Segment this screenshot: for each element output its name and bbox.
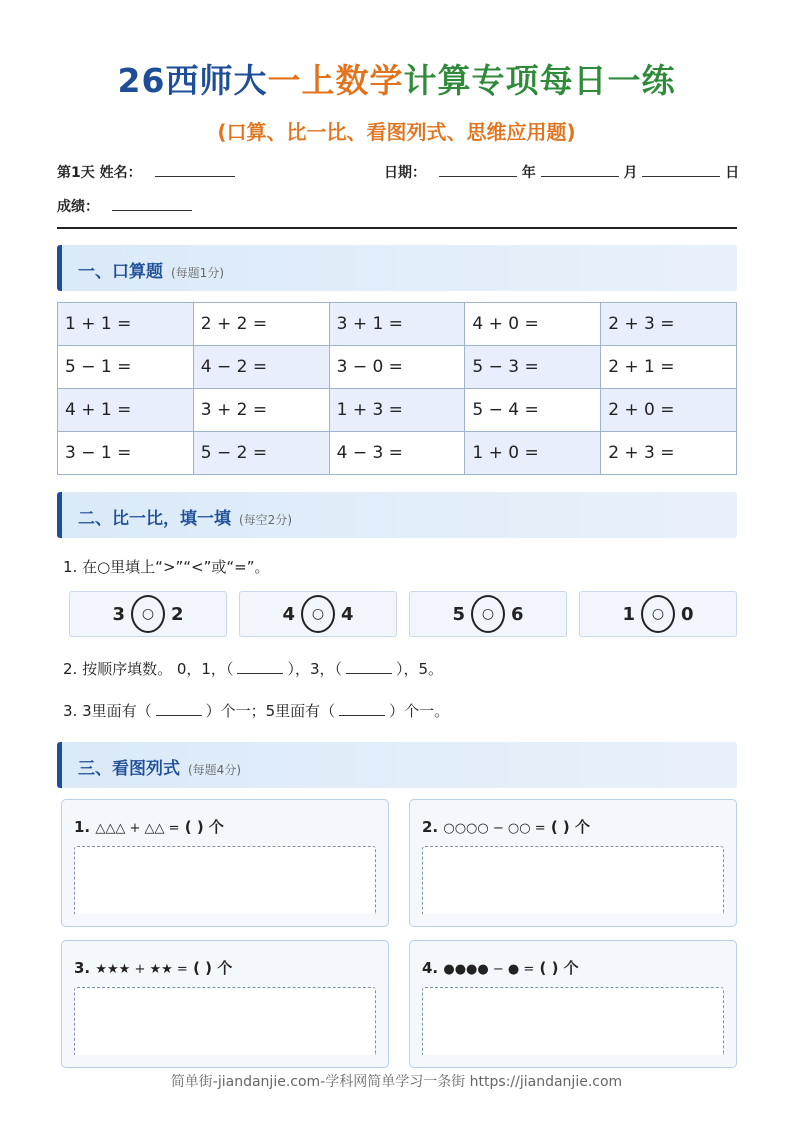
answer-box[interactable] <box>422 987 724 1055</box>
page-subtitle: (口算、比一比、看图列式、思维应用题) <box>217 120 576 144</box>
question-2-text-b: ），3，（ <box>287 660 342 678</box>
compare-circle[interactable]: ○ <box>301 595 335 633</box>
picture-card-title <box>422 957 579 978</box>
month-field[interactable] <box>541 163 619 177</box>
card-symbols: ●●●● − ● = <box>443 962 535 977</box>
day-name-label: 第1天 姓名： <box>57 165 142 181</box>
compare-box <box>409 591 567 637</box>
section-oral-header <box>57 245 737 291</box>
fill-blank[interactable] <box>346 662 392 674</box>
calc-cell[interactable]: 1 + 3 = <box>329 389 465 432</box>
calc-cell[interactable]: 4 − 2 = <box>193 346 329 389</box>
calc-cell[interactable]: 2 + 1 = <box>601 346 737 389</box>
calc-cell[interactable]: 1 + 0 = <box>465 432 601 475</box>
calc-cell[interactable]: 2 + 3 = <box>601 303 737 346</box>
fill-blank[interactable] <box>237 662 283 674</box>
calc-cell[interactable]: 2 + 3 = <box>601 432 737 475</box>
answer-box[interactable] <box>74 846 376 914</box>
calc-cell[interactable]: 3 − 1 = <box>58 432 194 475</box>
question-1: 1. 在○里填上“>”“<”或“=”。 <box>63 558 270 576</box>
picture-card <box>409 799 737 927</box>
picture-card <box>409 940 737 1068</box>
calc-cell[interactable]: 4 + 0 = <box>465 303 601 346</box>
section-compare-note: (每空2分) <box>239 513 292 527</box>
question-3-text-b: ）个一；5里面有（ <box>205 702 336 720</box>
calc-cell[interactable]: 1 + 1 = <box>58 303 194 346</box>
calc-cell[interactable]: 4 − 3 = <box>329 432 465 475</box>
card-symbols: △△△ + △△ = <box>95 821 180 836</box>
card-tail: ( ) 个 <box>550 818 591 836</box>
name-field[interactable] <box>155 163 235 177</box>
calc-cell[interactable]: 5 − 4 = <box>465 389 601 432</box>
card-symbols: ○○○○ − ○○ = <box>443 821 546 836</box>
answer-box[interactable] <box>74 987 376 1055</box>
calc-cell[interactable]: 2 + 2 = <box>193 303 329 346</box>
table-row <box>58 389 737 432</box>
compare-right: 0 <box>681 603 694 625</box>
calc-cell[interactable]: 5 − 2 = <box>193 432 329 475</box>
date-row <box>384 162 739 182</box>
year-field[interactable] <box>439 163 517 177</box>
question-3 <box>63 700 449 721</box>
footer-watermark: 简单街-jiandanjie.com-学科网简单学习一条街 https://jiandanjie.com <box>170 1074 623 1090</box>
compare-right: 4 <box>341 603 354 625</box>
calc-cell[interactable]: 4 + 1 = <box>58 389 194 432</box>
picture-card-title <box>422 816 590 837</box>
compare-circle[interactable]: ○ <box>131 595 165 633</box>
compare-left: 5 <box>452 603 465 625</box>
answer-box[interactable] <box>422 846 724 914</box>
compare-left: 3 <box>112 603 125 625</box>
calc-cell[interactable]: 3 + 2 = <box>193 389 329 432</box>
compare-right: 2 <box>171 603 184 625</box>
table-row <box>58 303 737 346</box>
date-label: 日期： <box>384 165 426 181</box>
compare-left: 4 <box>282 603 295 625</box>
month-label: 月 <box>623 165 638 181</box>
question-3-text-a: 3. 3里面有（ <box>63 702 152 720</box>
day-label: 日 <box>725 165 740 181</box>
section-oral-title: 一、口算题 <box>78 262 163 282</box>
card-number: 3. <box>74 959 91 977</box>
compare-left: 1 <box>622 603 635 625</box>
card-tail: ( ) 个 <box>184 818 224 836</box>
picture-card-title <box>74 957 232 978</box>
card-number: 1. <box>74 818 91 836</box>
picture-card <box>61 799 389 927</box>
card-number: 2. <box>422 818 439 836</box>
calc-cell[interactable]: 2 + 0 = <box>601 389 737 432</box>
calc-cell[interactable]: 3 − 0 = <box>329 346 465 389</box>
score-field[interactable] <box>112 197 192 211</box>
compare-box <box>579 591 737 637</box>
title-part-3: 计算专项每日一练 <box>403 61 676 100</box>
calc-cell[interactable]: 3 + 1 = <box>329 303 465 346</box>
section-picture-title: 三、看图列式 <box>78 759 180 779</box>
header-divider <box>57 227 737 229</box>
question-2-text-c: ），5。 <box>395 660 444 678</box>
question-2-text-a: 2. 按顺序填数。 0，1，（ <box>63 660 234 678</box>
section-picture-header <box>57 742 737 788</box>
score-label: 成绩： <box>57 199 99 215</box>
card-number: 4. <box>422 959 439 977</box>
card-tail: ( ) 个 <box>193 959 233 977</box>
section-compare-header <box>57 492 737 538</box>
picture-card <box>61 940 389 1068</box>
oral-calc-table <box>57 302 737 475</box>
card-symbols: ★★★ + ★★ = <box>95 962 188 977</box>
compare-circle[interactable]: ○ <box>641 595 675 633</box>
section-oral-note: (每题1分) <box>171 266 224 280</box>
title-part-2: 一上数学 <box>267 61 404 100</box>
compare-box <box>69 591 227 637</box>
section-compare-title: 二、比一比，填一填 <box>78 509 231 529</box>
title-part-1: 26西师大 <box>117 61 268 100</box>
question-2 <box>63 658 443 679</box>
name-row <box>57 162 235 182</box>
section-picture-note: (每题4分) <box>188 763 241 777</box>
day-field[interactable] <box>642 163 720 177</box>
year-label: 年 <box>521 165 536 181</box>
fill-blank[interactable] <box>339 704 385 716</box>
compare-right: 6 <box>511 603 524 625</box>
page-title <box>0 55 793 102</box>
score-row <box>57 196 192 216</box>
card-tail: ( ) 个 <box>539 959 579 977</box>
table-row <box>58 346 737 389</box>
table-row <box>58 432 737 475</box>
calc-cell[interactable]: 5 − 1 = <box>58 346 194 389</box>
compare-box <box>239 591 397 637</box>
fill-blank[interactable] <box>156 704 202 716</box>
question-3-text-c: ）个一。 <box>389 702 450 720</box>
picture-card-title <box>74 816 224 837</box>
calc-cell[interactable]: 5 − 3 = <box>465 346 601 389</box>
compare-circle[interactable]: ○ <box>471 595 505 633</box>
